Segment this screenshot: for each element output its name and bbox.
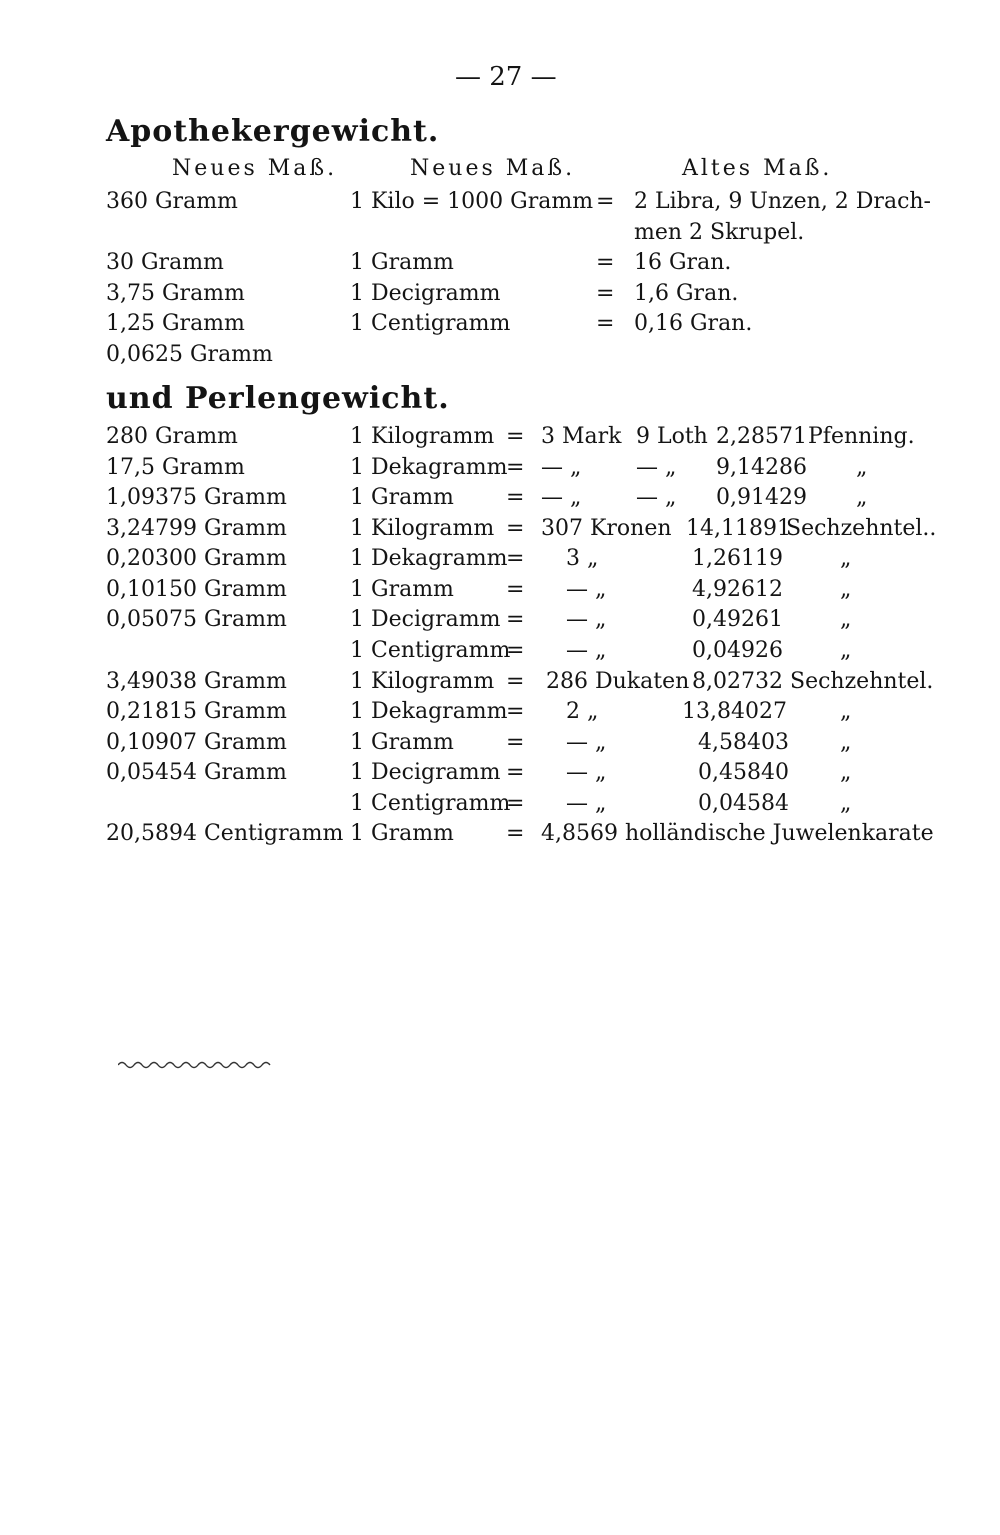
cell-metric-unit: 1 Decigramm — [350, 607, 501, 632]
cell-old-value: 8,02732 — [692, 669, 783, 694]
cell-metric-unit: 1 Decigramm — [350, 281, 501, 306]
cell-old-unit-1: 307 Kronen — [541, 516, 672, 541]
equals-sign: = — [506, 638, 525, 663]
cell-old-unit-2: — „ — [636, 485, 677, 510]
equals-sign: = — [596, 250, 615, 275]
equals-sign: = — [506, 455, 525, 480]
cell-old-measure: 2 Libra, 9 Unzen, 2 Drach- — [634, 189, 931, 214]
cell-old-unit-1: — „ — [566, 791, 607, 816]
cell-old-measure: men 2 Skrupel. — [634, 220, 805, 245]
cell-new-measure: 1,25 Gramm — [106, 311, 245, 336]
section-title-apothekergewicht: Apothekergewicht. — [106, 114, 440, 149]
cell-old-value: 13,84027 — [682, 699, 787, 724]
cell-new-measure: 20,5894 Centigramm — [106, 821, 344, 846]
column-header-neues-mass-1: Neues Maß. — [172, 156, 338, 181]
cell-old-unit-1: — „ — [566, 760, 607, 785]
cell-old-unit-1: — „ — [566, 730, 607, 755]
cell-old-unit-1: 3 „ — [566, 546, 599, 571]
equals-sign: = — [506, 791, 525, 816]
cell-metric-unit: 1 Kilogramm — [350, 669, 495, 694]
cell-metric-unit: 1 Kilo = 1000 Gramm — [350, 189, 594, 214]
cell-old-value: 4,58403 — [698, 730, 789, 755]
cell-old-unit-name: „ — [840, 699, 852, 724]
cell-metric-unit: 1 Centigramm — [350, 311, 511, 336]
cell-old-unit-1: — „ — [541, 455, 582, 480]
cell-old-unit-1: — „ — [541, 485, 582, 510]
cell-new-measure: 0,20300 Gramm — [106, 546, 287, 571]
cell-new-measure: 30 Gramm — [106, 250, 224, 275]
cell-metric-unit: 1 Dekagramm — [350, 455, 508, 480]
equals-sign: = — [596, 281, 615, 306]
page-number: — 27 — — [455, 62, 557, 92]
cell-old-unit-1: 3 Mark — [541, 424, 622, 449]
cell-metric-unit: 1 Decigramm — [350, 760, 501, 785]
cell-old-value: 0,49261 — [692, 607, 783, 632]
cell-old-value: 0,04926 — [692, 638, 783, 663]
cell-new-measure: 0,10150 Gramm — [106, 577, 287, 602]
cell-new-measure: 0,05075 Gramm — [106, 607, 287, 632]
cell-old-unit-name: Sechzehntel.. — [786, 516, 937, 541]
cell-new-measure: 1,09375 Gramm — [106, 485, 287, 510]
cell-old-measure: 16 Gran. — [634, 250, 732, 275]
cell-old-value: 0,91429 — [716, 485, 807, 510]
cell-old-unit-name: „ — [840, 760, 852, 785]
equals-sign: = — [506, 546, 525, 571]
cell-old-unit-1: 286 Dukaten — [546, 669, 690, 694]
column-header-altes-mass: Altes Maß. — [682, 156, 833, 181]
cell-old-unit-name: „ — [840, 730, 852, 755]
cell-old-unit-1: — „ — [566, 638, 607, 663]
cell-old-value: 2,28571 — [716, 424, 807, 449]
cell-old-unit-name: „ — [840, 791, 852, 816]
cell-metric-unit: 1 Centigramm — [350, 638, 511, 663]
equals-sign: = — [506, 577, 525, 602]
equals-sign: = — [506, 760, 525, 785]
cell-old-unit-name: Pfenning. — [808, 424, 915, 449]
cell-metric-unit: 1 Gramm — [350, 577, 454, 602]
cell-new-measure: 280 Gramm — [106, 424, 238, 449]
equals-sign: = — [506, 485, 525, 510]
cell-metric-unit: 1 Gramm — [350, 821, 454, 846]
cell-metric-unit: 1 Gramm — [350, 730, 454, 755]
cell-metric-unit: 1 Centigramm — [350, 791, 511, 816]
cell-metric-unit: 1 Kilogramm — [350, 424, 495, 449]
decorative-wavy-rule — [118, 1058, 273, 1072]
equals-sign: = — [506, 607, 525, 632]
equals-sign: = — [506, 730, 525, 755]
cell-metric-unit: 1 Dekagramm — [350, 699, 508, 724]
cell-new-measure: 0,10907 Gramm — [106, 730, 287, 755]
cell-old-unit-name: „ — [840, 638, 852, 663]
cell-old-value: 1,26119 — [692, 546, 783, 571]
cell-old-value: 4,92612 — [692, 577, 783, 602]
cell-old-unit-1: 4,8569 holländische Juwelenkarate — [541, 821, 934, 846]
equals-sign: = — [596, 189, 615, 214]
cell-old-unit-1: 2 „ — [566, 699, 599, 724]
cell-metric-unit: 1 Gramm — [350, 485, 454, 510]
cell-old-unit-name: Sechzehntel. — [790, 669, 934, 694]
cell-old-unit-name: „ — [856, 455, 868, 480]
cell-old-unit-2: — „ — [636, 455, 677, 480]
column-header-neues-mass-2: Neues Maß. — [410, 156, 576, 181]
cell-new-measure: 17,5 Gramm — [106, 455, 245, 480]
cell-old-value: 0,04584 — [698, 791, 789, 816]
equals-sign: = — [506, 699, 525, 724]
equals-sign: = — [506, 669, 525, 694]
cell-old-value: 9,14286 — [716, 455, 807, 480]
cell-old-value: 14,11891 — [686, 516, 791, 541]
cell-old-measure: 1,6 Gran. — [634, 281, 739, 306]
cell-metric-unit: 1 Kilogramm — [350, 516, 495, 541]
section-title-perlengewicht: und Perlengewicht. — [106, 381, 450, 416]
cell-new-measure: 3,24799 Gramm — [106, 516, 287, 541]
cell-metric-unit: 1 Dekagramm — [350, 546, 508, 571]
cell-old-unit-1: — „ — [566, 577, 607, 602]
cell-old-unit-name: „ — [840, 607, 852, 632]
cell-new-measure: 0,0625 Gramm — [106, 342, 273, 367]
cell-old-unit-name: „ — [840, 577, 852, 602]
equals-sign: = — [506, 821, 525, 846]
equals-sign: = — [506, 516, 525, 541]
cell-metric-unit: 1 Gramm — [350, 250, 454, 275]
cell-old-value: 0,45840 — [698, 760, 789, 785]
cell-old-unit-2: 9 Loth — [636, 424, 708, 449]
cell-old-measure: 0,16 Gran. — [634, 311, 753, 336]
cell-new-measure: 360 Gramm — [106, 189, 238, 214]
cell-old-unit-name: „ — [840, 546, 852, 571]
cell-old-unit-1: — „ — [566, 607, 607, 632]
cell-new-measure: 3,75 Gramm — [106, 281, 245, 306]
equals-sign: = — [596, 311, 615, 336]
cell-old-unit-name: „ — [856, 485, 868, 510]
cell-new-measure: 0,05454 Gramm — [106, 760, 287, 785]
equals-sign: = — [506, 424, 525, 449]
cell-new-measure: 0,21815 Gramm — [106, 699, 287, 724]
cell-new-measure: 3,49038 Gramm — [106, 669, 287, 694]
